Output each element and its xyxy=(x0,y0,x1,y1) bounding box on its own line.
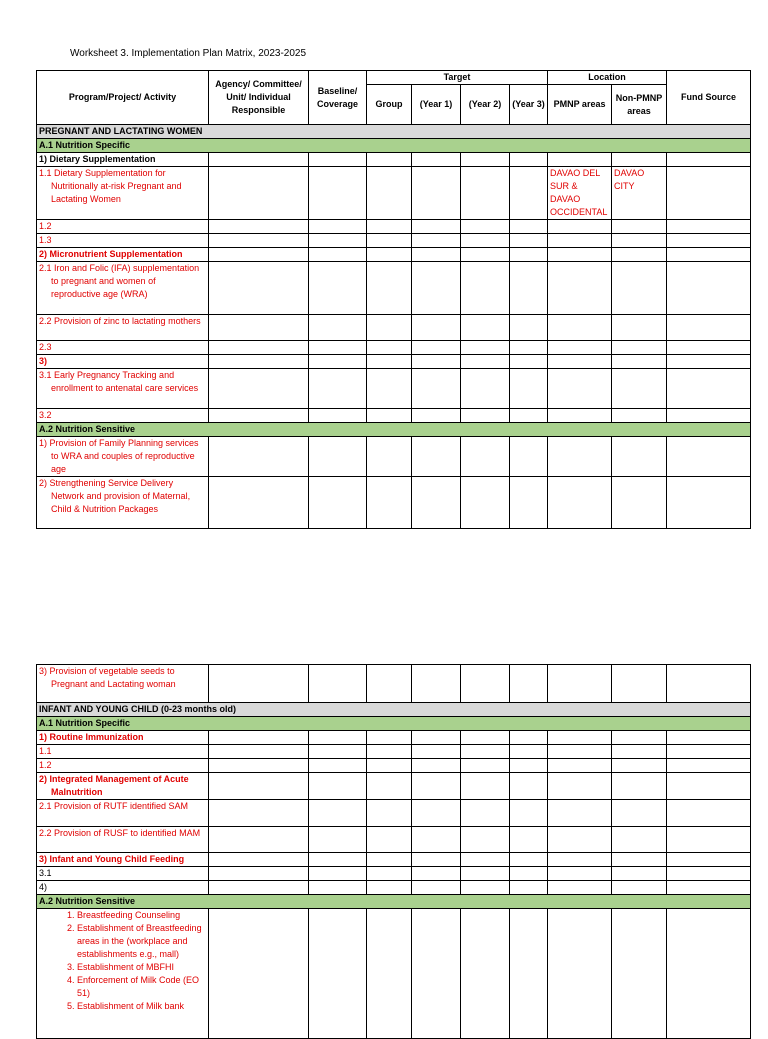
list-item: 4. Enforcement of Milk Code (EO 51) xyxy=(77,974,206,1000)
program-routine-immunization: 1) Routine Immunization xyxy=(37,731,209,745)
header-target: Target xyxy=(367,71,548,85)
program-imam: 2) Integrated Management of Acute Malnutrition xyxy=(37,773,209,800)
activity-ri-1-2: 1.2 xyxy=(37,759,209,773)
header-group: Group xyxy=(367,85,412,125)
list-item: 1. Breastfeeding Counseling xyxy=(77,909,206,922)
activity-service-delivery: 2) Strengthening Service Delivery Network and provision of Maternal, Child & Nutrition Packages xyxy=(37,477,209,529)
implementation-matrix-page-2 xyxy=(36,664,751,1039)
program-4: 4) xyxy=(37,881,209,895)
subsection-nutrition-specific-2: A.1 Nutrition Specific xyxy=(37,717,751,731)
activity-iycf-3-1: 3.1 xyxy=(37,867,209,881)
header-fund-source: Fund Source xyxy=(667,71,751,125)
header-agency: Agency/ Committee/ Unit/ Individual Responsible xyxy=(209,71,309,125)
activity-1-3: 1.3 xyxy=(37,234,209,248)
subsection-nutrition-sensitive: A.2 Nutrition Sensitive xyxy=(37,423,751,437)
header-year-1: (Year 1) xyxy=(412,85,461,125)
activity-1-1: 1.1 Dietary Supplementation for Nutritionally at-risk Pregnant and Lactating Women xyxy=(37,167,209,220)
section-infant-young-child: INFANT AND YOUNG CHILD (0-23 months old) xyxy=(37,703,751,717)
subsection-nutrition-sensitive-2: A.2 Nutrition Sensitive xyxy=(37,895,751,909)
activity-2-3: 2.3 xyxy=(37,341,209,355)
implementation-matrix-page-1 xyxy=(36,70,751,529)
program-3: 3) xyxy=(37,355,209,369)
activity-1-2: 1.2 xyxy=(37,220,209,234)
header-baseline: Baseline/ Coverage xyxy=(309,71,367,125)
header-program: Program/Project/ Activity xyxy=(37,71,209,125)
activity-imam-2-2: 2.2 Provision of RUSF to identified MAM xyxy=(37,827,209,853)
program-iycf: 3) Infant and Young Child Feeding xyxy=(37,853,209,867)
activity-vegetable-seeds: 3) Provision of vegetable seeds to Pregnant and Lactating woman xyxy=(37,665,209,703)
activity-2-2: 2.2 Provision of zinc to lactating mothers xyxy=(37,315,209,341)
program-micronutrient-supplementation: 2) Micronutrient Supplementation xyxy=(37,248,209,262)
activity-imam-2-1: 2.1 Provision of RUTF identified SAM xyxy=(37,800,209,827)
pmnp-location: DAVAO DEL SUR & DAVAO OCCIDENTAL xyxy=(548,167,612,220)
activity-2-1: 2.1 Iron and Folic (IFA) supplementation to pregnant and women of reproductive age (WRA) xyxy=(37,262,209,315)
non-pmnp-location: DAVAO CITY xyxy=(612,167,667,220)
header-year-3: (Year 3) xyxy=(510,85,548,125)
section-pregnant-lactating: PREGNANT AND LACTATING WOMEN xyxy=(37,125,751,139)
header-pmnp: PMNP areas xyxy=(548,85,612,125)
nutrition-sensitive-list xyxy=(39,909,206,1013)
activity-family-planning: 1) Provision of Family Planning services to WRA and couples of reproductive age xyxy=(37,437,209,477)
list-item: 5. Establishment of Milk bank xyxy=(77,1000,206,1013)
nutrition-sensitive-list-cell xyxy=(37,909,209,1039)
list-item: 3. Establishment of MBFHI xyxy=(77,961,206,974)
program-dietary-supplementation: 1) Dietary Supplementation xyxy=(37,153,209,167)
subsection-nutrition-specific: A.1 Nutrition Specific xyxy=(37,139,751,153)
list-item: 2. Establishment of Breastfeeding areas in the (workplace and establishments e.g., mall) xyxy=(77,922,206,961)
activity-ri-1-1: 1.1 xyxy=(37,745,209,759)
activity-3-2: 3.2 xyxy=(37,409,209,423)
activity-3-1: 3.1 Early Pregnancy Tracking and enrollment to antenatal care services xyxy=(37,369,209,409)
header-non-pmnp: Non-PMNP areas xyxy=(612,85,667,125)
header-year-2: (Year 2) xyxy=(461,85,510,125)
worksheet-title: Worksheet 3. Implementation Plan Matrix, 2023-2025 xyxy=(70,48,307,59)
header-location: Location xyxy=(548,71,667,85)
